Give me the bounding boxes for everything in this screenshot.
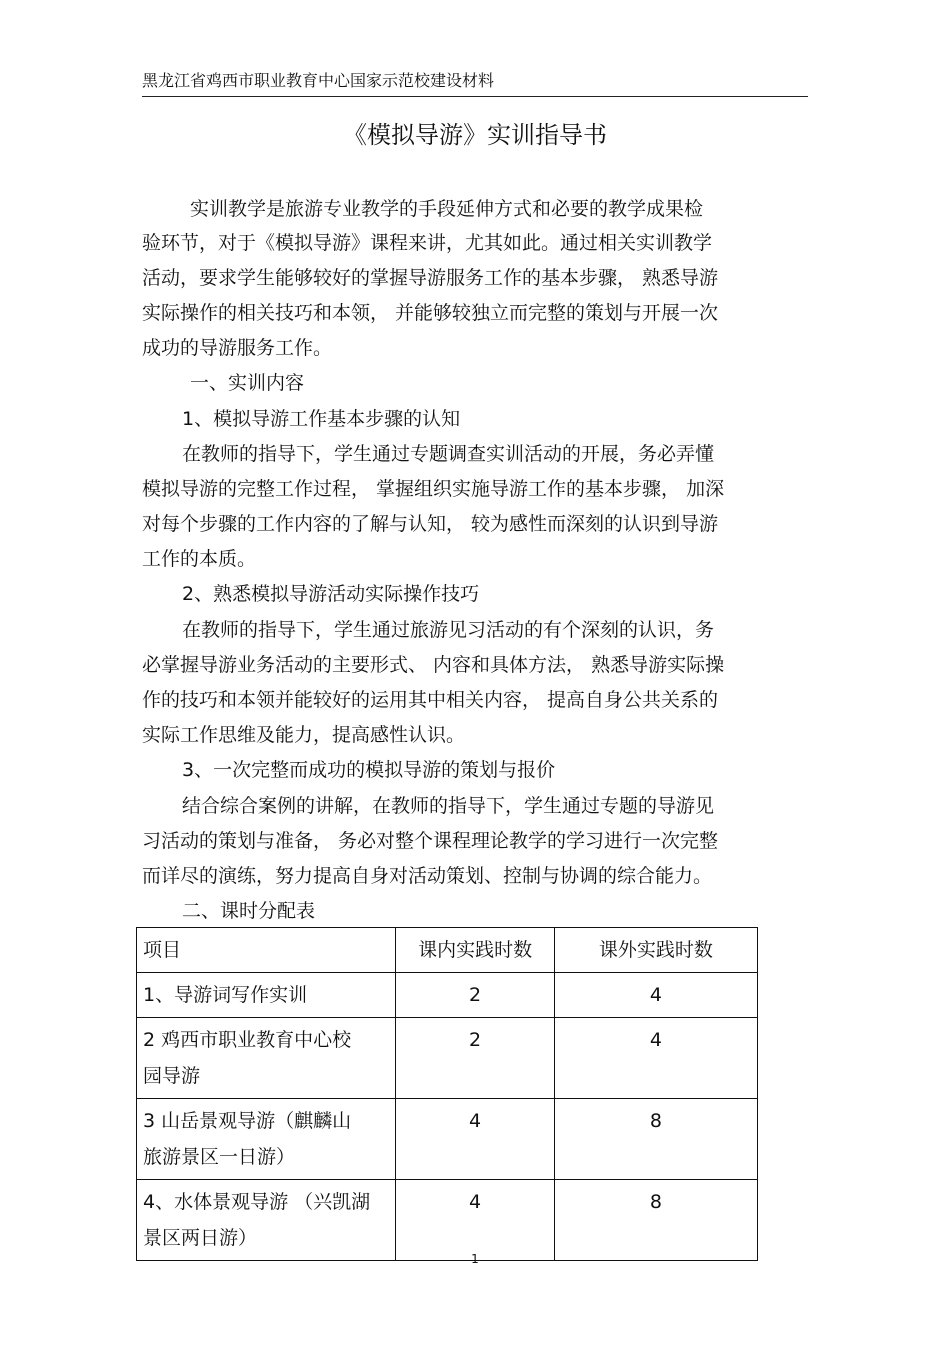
document-header: 黑龙江省鸡西市职业教育中心国家示范校建设材料 <box>142 71 495 90</box>
paragraph-line: 结合综合案例的讲解，在教师的指导下，学生通过专题的导游见 <box>182 795 715 817</box>
header-cell: 课外实践时数 <box>554 928 757 973</box>
section-heading: 二、课时分配表 <box>182 900 316 922</box>
item-cell <box>137 1018 396 1099</box>
item-line: 2 鸡西市职业教育中心校 <box>143 1029 352 1051</box>
page-number: 1 <box>471 1252 479 1266</box>
paragraph-line: 在教师的指导下，学生通过旅游见习活动的有个深刻的认识，务 <box>182 619 715 641</box>
paragraph-line: 必掌握导游业务活动的主要形式、 内容和具体方法， 熟悉导游实际操 <box>142 654 725 676</box>
item-line: 3 山岳景观导游（麒麟山 <box>143 1110 352 1132</box>
outside-hours-cell: 8 <box>554 1099 757 1180</box>
paragraph-line: 作的技巧和本领并能较好的运用其中相关内容， 提高自身公共关系的 <box>142 689 719 711</box>
table-row <box>137 1099 758 1180</box>
intro-line: 验环节，对于《模拟导游》课程来讲，尤其如此。通过相关实训教学 <box>142 232 713 254</box>
header-cell: 课内实践时数 <box>396 928 554 973</box>
paragraph-line: 习活动的策划与准备， 务必对整个课程理论教学的学习进行一次完整 <box>142 830 719 852</box>
subsection-heading: 2、熟悉模拟导游活动实际操作技巧 <box>182 583 480 605</box>
intro-line: 成功的导游服务工作。 <box>142 337 333 359</box>
intro-line: 实际操作的相关技巧和本领， 并能够较独立而完整的策划与开展一次 <box>142 302 719 324</box>
hours-table <box>136 927 758 1261</box>
outside-hours-cell: 4 <box>554 1018 757 1099</box>
paragraph-line: 在教师的指导下，学生通过专题调查实训活动的开展，务必弄懂 <box>182 443 715 465</box>
page-title: 《模拟导游》实训指导书 <box>343 121 607 149</box>
subsection-heading: 1、模拟导游工作基本步骤的认知 <box>182 408 461 430</box>
item-cell <box>137 1180 396 1261</box>
subsection-heading: 3、一次完整而成功的模拟导游的策划与报价 <box>182 759 556 781</box>
header-rule <box>142 96 808 97</box>
item-line: 园导游 <box>143 1065 201 1087</box>
item-line: 1、导游词写作实训 <box>143 984 308 1006</box>
paragraph-line: 而详尽的演练，努力提高自身对活动策划、控制与协调的综合能力。 <box>142 865 713 887</box>
paragraph-line: 工作的本质。 <box>142 548 257 570</box>
item-cell <box>137 973 396 1018</box>
intro-line: 实训教学是旅游专业教学的手段延伸方式和必要的教学成果检 <box>190 198 704 220</box>
intro-line: 活动，要求学生能够较好的掌握导游服务工作的基本步骤， 熟悉导游 <box>142 267 719 289</box>
paragraph-line: 模拟导游的完整工作过程， 掌握组织实施导游工作的基本步骤， 加深 <box>142 478 725 500</box>
inside-hours-cell: 2 <box>396 973 554 1018</box>
outside-hours-cell: 8 <box>554 1180 757 1261</box>
inside-hours-cell: 4 <box>396 1099 554 1180</box>
header-cell: 项目 <box>137 928 396 973</box>
table-header-row <box>137 928 758 973</box>
table-row <box>137 973 758 1018</box>
section-heading: 一、实训内容 <box>190 372 305 394</box>
item-line: 4、水体景观导游 （兴凯湖 <box>143 1191 371 1213</box>
outside-hours-cell: 4 <box>554 973 757 1018</box>
inside-hours-cell: 4 <box>396 1180 554 1261</box>
table-row <box>137 1018 758 1099</box>
inside-hours-cell: 2 <box>396 1018 554 1099</box>
item-line: 景区两日游） <box>143 1227 258 1249</box>
table-row <box>137 1180 758 1261</box>
paragraph-line: 实际工作思维及能力，提高感性认识。 <box>142 724 466 746</box>
item-line: 旅游景区一日游） <box>143 1146 296 1168</box>
paragraph-line: 对每个步骤的工作内容的了解与认知， 较为感性而深刻的认识到导游 <box>142 513 719 535</box>
item-cell <box>137 1099 396 1180</box>
